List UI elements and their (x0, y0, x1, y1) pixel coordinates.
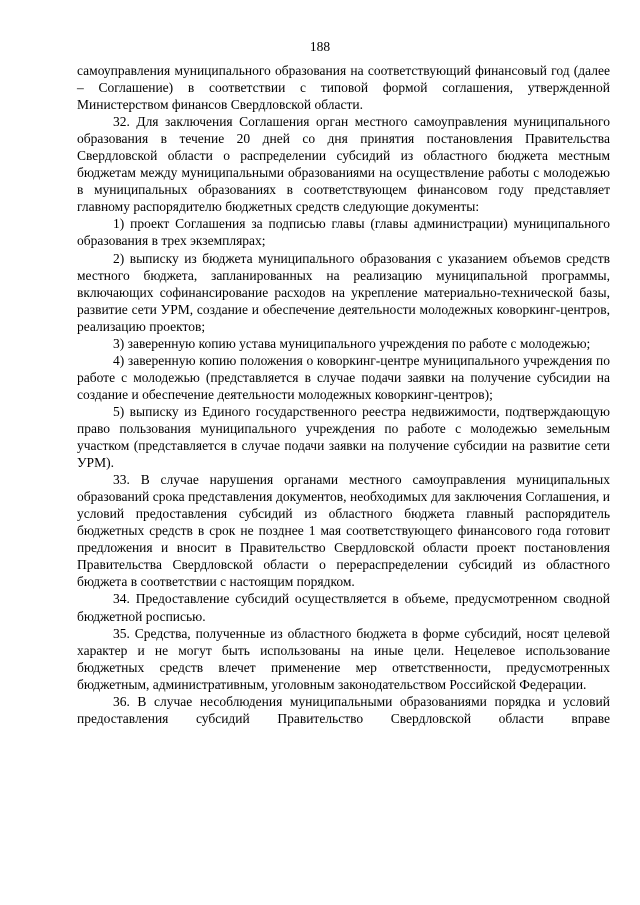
list-item-3: 3) заверенную копию устава муниципального учреждения по работе с молодежью; (113, 335, 591, 351)
list-item-2: 2) выписку из бюджета муниципального образования с указанием объемов средств местного бюджета, запланированных на реализацию муниципальной программы, включающих софинансирование расходов на укрепление материально-технической базы, развитие сети УРМ, создание и обеспечение деятельности молодежных коворкинг-центров, реализацию проектов; (77, 250, 610, 334)
list-item-1: 1) проект Соглашения за подписью главы (главы администрации) муниципального образования в трех экземплярах; (77, 216, 610, 249)
list-item-4: 4) заверенную копию положения о коворкинг-центре муниципального учреждения по работе с молодежью (представляется в случае подачи заявки на получение субсидии на создание и обеспечение деятельности молодежных коворкинг-центров); (77, 352, 610, 402)
paragraph-continuation: самоуправления муниципального образования на соответствующий финансовый год (далее – Соглашение) в соответствии с типовой формой соглашения, утвержденной Министерством финансов Свердловской области. (77, 63, 610, 113)
paragraph-35: 35. Средства, полученные из областного бюджета в форме субсидий, носят целевой характер и не могут быть использованы на иные цели. Нецелевое использование бюджетных средств влечет применение мер ответственности, предусмотренных бюджетным, административным, уголовным законодательством Российской Федерации. (77, 625, 610, 692)
paragraph-32: 32. Для заключения Соглашения орган местного самоуправления муниципального образования в течение 20 дней со дня принятия постановления Правительства Свердловской области о распределении субсидий из областного бюджета местным бюджетам между муниципальными образованиями на осуществление работы с молодежью в муниципальных образованиях в соответствующем финансовом году представляет главному распорядителю бюджетных средств следующие документы: (77, 114, 610, 215)
page-number: 188 (309, 39, 331, 54)
paragraph-34: 34. Предоставление субсидий осуществляется в объеме, предусмотренном сводной бюджетной росписью. (77, 591, 610, 624)
paragraph-36: 36. В случае несоблюдения муниципальными образованиями порядка и условий предоставления субсидий Правительство Свердловской области вправе (77, 693, 610, 726)
list-item-5: 5) выписку из Единого государственного реестра недвижимости, подтверждающую право пользования муниципального учреждения по работе с молодежью земельным участком (представляется в случае подачи заявки на получение субсидии на развитие сети УРМ). (77, 403, 610, 471)
paragraph-33: 33. В случае нарушения органами местного самоуправления муниципальных образований срока представления документов, необходимых для заключения Соглашения, и условий предоставления субсидий из областного бюджета главный распорядитель бюджетных средств в срок не позднее 1 мая соответствующего финансового года готовит предложения и вносит в Правительство Свердловской области проект постановления Правительства Свердловской области о перераспределении субсидий из областного бюджета в соответствии с настоящим порядком. (77, 472, 610, 590)
document-body (77, 62, 610, 727)
